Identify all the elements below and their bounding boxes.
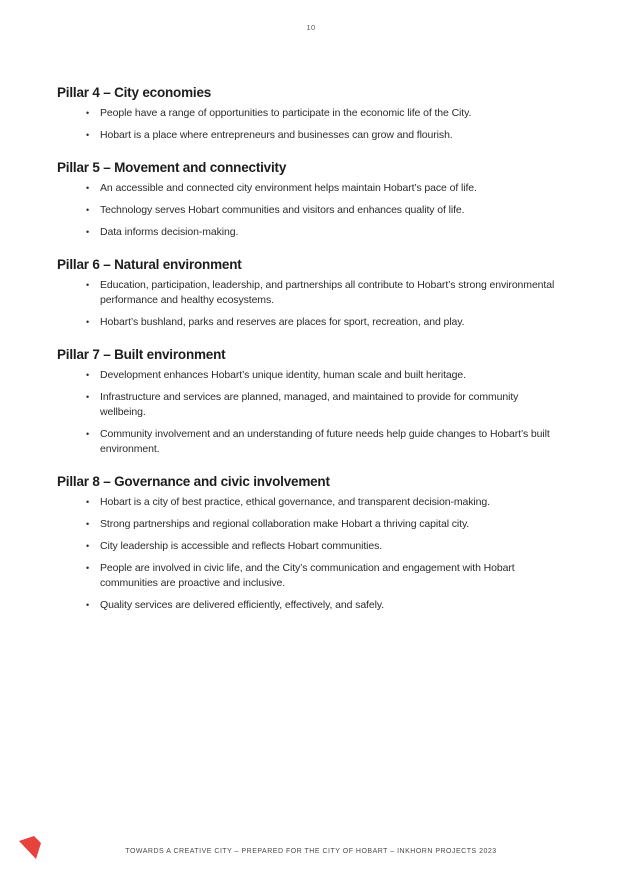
bullet-list	[57, 181, 565, 240]
section-pillar-5	[57, 159, 565, 240]
bullet-marker: •	[86, 392, 90, 402]
bullet-item	[57, 225, 565, 240]
bullet-marker: •	[86, 541, 90, 551]
bullet-text: Data informs decision-making.	[100, 226, 239, 238]
bullet-item	[57, 427, 565, 457]
bullet-list	[57, 495, 565, 613]
section-pillar-6	[57, 256, 565, 330]
bullet-text: Technology serves Hobart communities and visitors and enhances quality of life.	[100, 204, 465, 216]
bullet-item	[57, 315, 565, 330]
bullet-text: Quality services are delivered efficiently, effectively, and safely.	[100, 599, 385, 611]
bullet-item	[57, 181, 565, 196]
bullet-item	[57, 203, 565, 218]
bullet-item	[57, 390, 565, 420]
bullet-marker: •	[86, 183, 90, 193]
section-heading: Pillar 8 – Governance and civic involvement	[57, 474, 330, 489]
bullet-item	[57, 278, 565, 308]
bullet-item	[57, 106, 565, 121]
bullet-text: Development enhances Hobart’s unique identity, human scale and built heritage.	[100, 369, 466, 381]
section-heading: Pillar 5 – Movement and connectivity	[57, 160, 287, 175]
page-content	[57, 84, 565, 629]
bullet-text: People are involved in civic life, and the City’s communication and engagement with Hobart communities are proactive and inclusive.	[100, 562, 515, 589]
bullet-text: An accessible and connected city environment helps maintain Hobart’s pace of life.	[100, 182, 477, 194]
bullet-marker: •	[86, 370, 90, 380]
bullet-marker: •	[86, 429, 90, 439]
bullet-marker: •	[86, 108, 90, 118]
bullet-text: Hobart’s bushland, parks and reserves are places for sport, recreation, and play.	[100, 316, 465, 328]
bullet-item	[57, 561, 565, 591]
bullet-text: People have a range of opportunities to participate in the economic life of the City.	[100, 107, 472, 119]
bullet-marker: •	[86, 280, 90, 290]
bullet-text: Hobart is a place where entrepreneurs and businesses can grow and flourish.	[100, 129, 453, 141]
bullet-marker: •	[86, 227, 90, 237]
section-pillar-7	[57, 346, 565, 457]
section-heading: Pillar 6 – Natural environment	[57, 257, 242, 272]
bullet-text: City leadership is accessible and reflects Hobart communities.	[100, 540, 383, 552]
bullet-marker: •	[86, 317, 90, 327]
bullet-item	[57, 495, 565, 510]
bullet-text: Community involvement and an understanding of future needs help guide changes to Hobart’s built environment.	[100, 428, 550, 455]
section-heading: Pillar 4 – City economies	[57, 85, 212, 100]
bullet-marker: •	[86, 600, 90, 610]
section-heading: Pillar 7 – Built environment	[57, 347, 226, 362]
bullet-item	[57, 128, 565, 143]
bullet-list	[57, 368, 565, 457]
footer-text: TOWARDS A CREATIVE CITY – PREPARED FOR THE CITY OF HOBART – INKHORN PROJECTS 2023	[125, 848, 497, 855]
bullet-item	[57, 517, 565, 532]
bullet-text: Infrastructure and services are planned, managed, and maintained to provide for community wellbeing.	[100, 391, 519, 418]
section-pillar-8	[57, 473, 565, 613]
bullet-marker: •	[86, 519, 90, 529]
bullet-item	[57, 539, 565, 554]
bullet-marker: •	[86, 497, 90, 507]
bullet-item	[57, 368, 565, 383]
bullet-list	[57, 106, 565, 143]
bullet-marker: •	[86, 563, 90, 573]
bullet-list	[57, 278, 565, 330]
bullet-item	[57, 598, 565, 613]
bullet-marker: •	[86, 205, 90, 215]
bullet-text: Strong partnerships and regional collaboration make Hobart a thriving capital city.	[100, 518, 470, 530]
page-number: 10	[306, 23, 316, 32]
bullet-marker: •	[86, 130, 90, 140]
section-pillar-4	[57, 84, 565, 143]
bullet-text: Hobart is a city of best practice, ethical governance, and transparent decision-making.	[100, 496, 490, 508]
bullet-text: Education, participation, leadership, and partnerships all contribute to Hobart’s strong environmental performance and healthy ecosystems.	[100, 279, 555, 306]
